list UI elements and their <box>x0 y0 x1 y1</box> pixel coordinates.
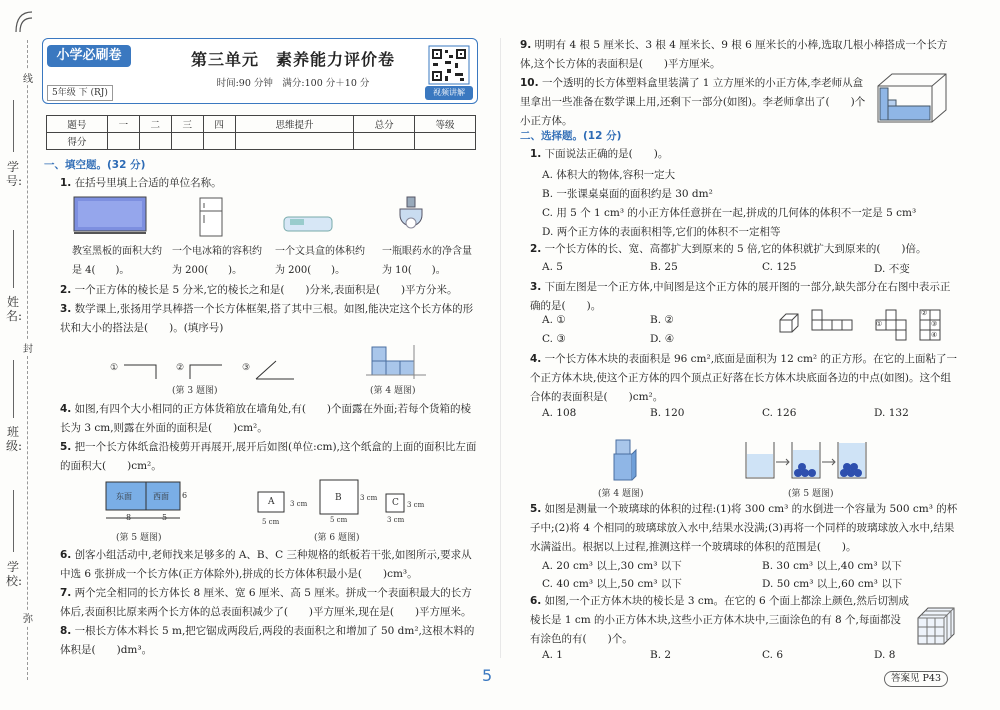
choice-6-option-b[interactable]: B. 2 <box>650 649 672 661</box>
choice-4-option-b[interactable]: B. 120 <box>650 407 685 419</box>
choice-4-figure <box>610 438 640 482</box>
choice-1-option-d[interactable]: D. 两个正方体的表面积相等,它们的体积不一定相等 <box>542 226 781 238</box>
question-8: 8. 一根长方体木料长 5 m,把它锯成两段后,两段的表面积之和增加了 50 dm²,这根木料的体积是( )dm³。 <box>60 625 475 656</box>
q1-item-pencil-case: 一个文具盒的体积约为 200( )。 <box>275 246 365 276</box>
table-row <box>47 116 476 133</box>
eye-drop-bottle-icon <box>400 197 422 228</box>
choice-3-option-a[interactable]: A. ① <box>542 314 566 326</box>
cut-word-mi: 弥 <box>22 610 34 625</box>
choice-4-option-d[interactable]: D. 132 <box>874 407 909 419</box>
q5-dim: 6 <box>182 491 188 500</box>
choice-2-option-b[interactable]: B. 25 <box>650 261 678 273</box>
choice-6-option-c[interactable]: C. 6 <box>762 649 784 661</box>
table-cell: 思维提升 <box>235 116 354 133</box>
q5-label-east: 东面 <box>116 492 132 501</box>
board-c-dim: 3 cm <box>407 501 425 509</box>
q3-mark-2: ② <box>176 363 185 373</box>
choice-3-option-b[interactable]: B. ② <box>650 314 674 326</box>
brand-badge: 小学必刷卷 <box>47 45 131 67</box>
score-input[interactable] <box>354 133 415 150</box>
q3-caption: (第 3 题图) <box>172 386 218 396</box>
q1-item-fridge: 一个电冰箱的容积约为 200( )。 <box>172 246 262 276</box>
cut-word-line: 线 <box>22 70 34 85</box>
table-cell: 题号 <box>47 116 108 133</box>
q5-net-figure <box>100 478 190 528</box>
q5-dim: 8 <box>126 513 132 522</box>
question-4: 4. 如图,有四个大小相同的正方体货箱放在墙角处,有( )个面露在外面;若每个货箱的棱长为 3 cm,则露在外面的面积是( )cm²。 <box>60 403 472 434</box>
stacked-boxes-icon <box>366 345 426 379</box>
score-input[interactable] <box>171 133 203 150</box>
cut-word-seal: 封 <box>22 340 34 355</box>
q5-caption: (第 5 题图) <box>116 533 162 543</box>
binding-margin <box>0 0 38 710</box>
score-input[interactable] <box>139 133 171 150</box>
board-a-dim: 5 cm <box>262 518 280 526</box>
choice-2-option-d[interactable]: D. 不变 <box>874 263 910 275</box>
board-c: C <box>392 498 399 508</box>
choice-2-option-a[interactable]: A. 5 <box>542 261 563 273</box>
choice-6-cube-figure <box>916 606 956 646</box>
board-a: A <box>268 497 275 507</box>
q1-pictures <box>72 195 472 239</box>
fridge-icon <box>200 198 222 236</box>
board-b-dim: 5 cm <box>330 516 348 524</box>
q6-caption: (第 6 题图) <box>314 533 360 543</box>
choice-1-option-b[interactable]: B. 一张课桌桌面的面积约是 30 dm² <box>542 188 713 200</box>
qr-code-icon[interactable] <box>425 45 473 85</box>
board-a-dim: 3 cm <box>290 500 308 508</box>
table-cell: 总分 <box>354 116 415 133</box>
question-9: 9. 明明有 4 根 5 厘米长、3 根 4 厘米长、9 根 6 厘米长的小棒,选取几根小棒搭成一个长方体,这个长方体的表面积是( )平方厘米。 <box>520 39 948 70</box>
section-choice: 二、选择题。(12 分) <box>520 130 622 142</box>
choice-4-caption: (第 4 题图) <box>598 489 644 499</box>
label-name: 姓名: <box>6 295 23 323</box>
score-input[interactable] <box>203 133 235 150</box>
question-10: 10. 一个透明的长方体塑料盒里装满了 1 立方厘米的小正方体,李老师从盒里拿出一些准备在数学课上用,还剩下一部分(如图)。李老师拿出了( )个小正方体。 <box>520 77 866 127</box>
blackboard-icon <box>74 197 146 233</box>
choice-4-option-a[interactable]: A. 108 <box>542 407 577 419</box>
page-title: 第三单元 素养能力评价卷 <box>190 50 395 69</box>
question-7: 7. 两个完全相同的长方体长 8 厘米、宽 6 厘米、高 5 厘米。拼成一个表面积最大的长方体后,表面积比原来两个长方体的总表面积减少了( )平方厘米,现在是( )平方厘米。 <box>60 587 472 618</box>
score-table <box>46 115 476 150</box>
label-school: 学校: <box>6 560 23 588</box>
choice-6-option-a[interactable]: A. 1 <box>542 649 563 661</box>
choice-4-option-c[interactable]: C. 126 <box>762 407 797 419</box>
table-cell: 一 <box>107 116 139 133</box>
score-input[interactable] <box>415 133 476 150</box>
question-2: 2. 一个正方体的棱长是 5 分米,它的棱长之和是( )分米,表面积是( )平方分米。 <box>60 284 458 296</box>
choice-4: 4. 一个长方体木块的表面积是 96 cm²,底面是面积为 12 cm² 的正方形。在它的上面粘了一个正方体木块,使这个正方体的四个顶点正好落在长方体木块底面各边的中点(如图)。这个组合体的表面积是( )cm²。 <box>530 353 957 403</box>
choice-2-option-c[interactable]: C. 125 <box>762 261 797 273</box>
question-3: 3. 数学课上,张扬用学具棒搭一个长方体框架,搭了其中三根。如图,能决定这个长方体的形状和大小的搭法是( )。(填序号) <box>60 303 474 334</box>
choice-6-option-d[interactable]: D. 8 <box>874 649 896 661</box>
table-cell: 四 <box>203 116 235 133</box>
table-cell: 二 <box>139 116 171 133</box>
label-student-id: 学号: <box>6 160 23 188</box>
pencil-case-icon <box>284 217 332 231</box>
choice-2: 2. 一个长方体的长、宽、高都扩大到原来的 5 倍,它的体积就扩大到原来的( )倍。 <box>530 243 927 255</box>
choice-5-caption: (第 5 题图) <box>788 489 834 499</box>
c3-mark-4: ④ <box>931 331 938 339</box>
table-row <box>47 133 476 150</box>
c3-mark-1: ① <box>876 320 883 328</box>
table-cell: 得分 <box>47 133 108 150</box>
choice-5-option-a[interactable]: A. 20 cm³ 以上,30 cm³ 以下 <box>542 560 682 572</box>
q4-caption: (第 4 题图) <box>370 386 416 396</box>
question-1: 1. 在括号里填上合适的单位名称。 <box>60 177 222 189</box>
q6-boards-figure <box>254 478 414 518</box>
choice-1-option-c[interactable]: C. 用 5 个 1 cm³ 的小正方体任意拼在一起,拼成的几何体的体积不一定是 5 cm³ <box>542 207 917 219</box>
q3-mark-1: ① <box>110 363 119 373</box>
choice-5-option-b[interactable]: B. 30 cm³ 以上,40 cm³ 以下 <box>762 560 902 572</box>
choice-3: 3. 下面左图是一个正方体,中间图是这个正方体的展开图的一部分,缺失部分在右图中表示正确的是( )。 <box>530 281 951 312</box>
board-c-dim: 3 cm <box>387 516 405 524</box>
table-cell: 等级 <box>415 116 476 133</box>
choice-3-option-c[interactable]: C. ③ <box>542 333 566 345</box>
choice-5: 5. 如图是测量一个玻璃球的体积的过程:(1)将 300 cm³ 的水倒进一个容量为 500 cm³ 的杯子中;(2)将 4 个相同的玻璃球放入水中,结果水没满;(3)再将一个同样的玻璃球放入水中,结果水满溢出。根据以上过程,推测这样一个玻璃球的体积的范围是( )。 <box>530 503 958 553</box>
q10-box-figure <box>874 70 950 126</box>
bracket-icon <box>14 8 34 34</box>
choice-6: 6. 如图,一个正方体木块的棱长是 3 cm。在它的 6 个面上都涂上颜色,然后切割成棱长是 1 cm 的小正方体木块,这些小正方体木块中,三面涂色的有 8 个,每面都没有涂色的有( )个。 <box>530 595 909 645</box>
section-fill-blank: 一、填空题。(32 分) <box>44 159 146 171</box>
c3-mark-2: ② <box>921 309 928 317</box>
q1-item-eye-drops: 一瓶眼药水的净含量为 10( )。 <box>382 246 472 276</box>
video-explain-label: 视频讲解 <box>425 86 473 100</box>
choice-5-figure <box>742 438 872 482</box>
paper-header <box>42 38 478 104</box>
q3-q4-figures <box>96 345 476 385</box>
choice-5-option-d[interactable]: D. 50 cm³ 以上,60 cm³ 以下 <box>762 578 903 590</box>
page-number: 5 <box>482 666 493 685</box>
answer-reference[interactable]: 答案见 P43 <box>884 671 948 687</box>
choice-1-option-a[interactable]: A. 体积大的物体,容积一定大 <box>542 169 676 181</box>
label-class: 班级: <box>6 425 23 453</box>
choice-1: 1. 下面说法正确的是( )。 <box>530 148 669 160</box>
choice-5-option-c[interactable]: C. 40 cm³ 以上,50 cm³ 以下 <box>542 578 682 590</box>
question-5: 5. 把一个长方体纸盒沿棱剪开再展开,展开后如图(单位:cm),这个纸盒的上面的面积比左面的面积大( )cm²。 <box>60 441 477 472</box>
question-6: 6. 创客小组活动中,老师找来足够多的 A、B、C 三种规格的纸板若干张,如图所示,要求从中选 6 张拼成一个长方体(正方体除外),拼成的长方体体积最小是( )cm³。 <box>60 549 472 580</box>
board-b: B <box>335 493 342 503</box>
q3-mark-3: ③ <box>242 363 251 373</box>
q5-dim: 5 <box>162 513 168 522</box>
q5-label-west: 西面 <box>153 492 169 501</box>
board-b-dim: 3 cm <box>360 494 378 502</box>
grade-label: 5年级 下 (RJ) <box>47 85 113 101</box>
score-input[interactable] <box>235 133 354 150</box>
c3-mark-3: ③ <box>931 320 938 328</box>
q1-item-blackboard: 教室黑板的面积大约是 4( )。 <box>72 246 162 276</box>
score-input[interactable] <box>107 133 139 150</box>
exam-meta: 时间:90 分钟 满分:100 分＋10 分 <box>216 78 370 89</box>
table-cell: 三 <box>171 116 203 133</box>
choice-3-option-d[interactable]: D. ④ <box>650 333 675 345</box>
